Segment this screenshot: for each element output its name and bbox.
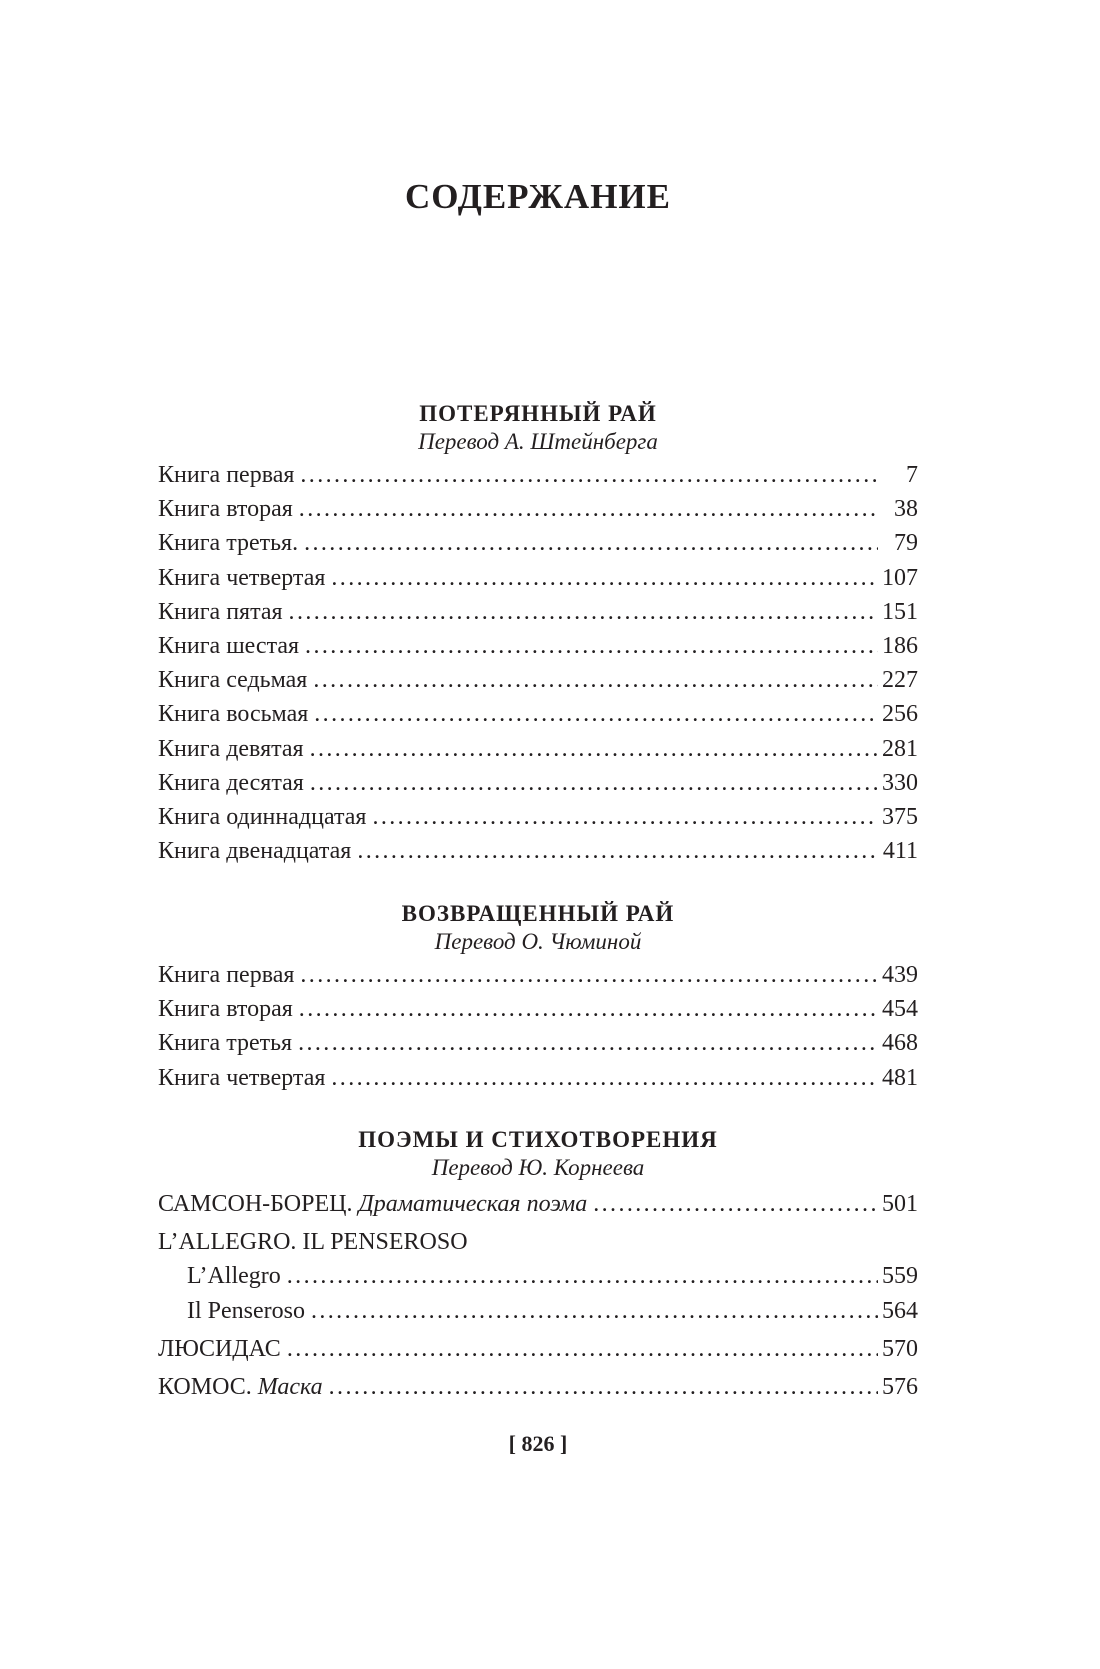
section-title: ПОТЕРЯННЫЙ РАЙ — [419, 401, 657, 426]
section-translator: Перевод Ю. Корнеева — [431, 1155, 645, 1180]
entry-page-number: 501 — [882, 1191, 918, 1217]
entry-page-number: 375 — [882, 803, 918, 830]
toc-section — [158, 1126, 918, 1404]
dot-leader — [310, 732, 878, 766]
folio: [ 826 ] — [508, 1431, 568, 1456]
section-translator: Перевод А. Штейнберга — [418, 429, 658, 454]
entry-label: Книга десятая — [158, 769, 304, 796]
entry-list — [158, 1187, 918, 1404]
toc-entry-group — [158, 1225, 918, 1328]
dot-leader — [287, 1259, 878, 1293]
toc-entry — [158, 458, 918, 492]
entry-list — [158, 958, 918, 1095]
dot-leader — [593, 1187, 878, 1221]
group-label: L’ALLEGRO. IL PENSEROSO — [158, 1229, 468, 1256]
entry-label: Книга третья. — [158, 530, 299, 557]
entry-label — [158, 1370, 323, 1404]
toc-section — [158, 400, 918, 868]
toc-subentry — [187, 1259, 918, 1293]
entry-label: Il Penseroso — [187, 1297, 305, 1324]
entry-page-number: 559 — [882, 1263, 918, 1290]
entry-label: Книга седьмая — [158, 667, 308, 694]
section-title: ПОЭМЫ И СТИХОТВОРЕНИЯ — [358, 1127, 718, 1152]
entry-label: Книга двенадцатая — [158, 838, 352, 865]
entry-page-number: 38 — [894, 496, 918, 523]
toc-entry — [158, 526, 918, 560]
entry-page-number: 107 — [882, 564, 918, 591]
dot-leader — [287, 1332, 878, 1366]
entry-list — [158, 458, 918, 868]
toc-entry — [158, 1187, 918, 1221]
entry-page-number: 186 — [882, 632, 918, 659]
entry-page-number: 411 — [882, 838, 918, 865]
entry-label: Книга одиннадцатая — [158, 803, 367, 830]
toc-entry — [158, 663, 918, 697]
dot-leader — [299, 992, 878, 1026]
entry-page-number: 570 — [882, 1335, 918, 1362]
toc-entry — [158, 595, 918, 629]
entry-subtitle: Драматическая поэма — [358, 1191, 588, 1217]
dot-leader — [305, 629, 878, 663]
dot-leader — [357, 834, 878, 868]
entry-label: Книга вторая — [158, 996, 293, 1023]
entry-label — [158, 1187, 587, 1221]
entry-sublist — [158, 1259, 918, 1327]
dot-leader — [298, 1026, 878, 1060]
entry-page-number: 454 — [882, 996, 918, 1023]
toc-entry — [158, 1061, 918, 1095]
toc-entry — [158, 958, 918, 992]
page-title: СОДЕРЖАНИЕ — [404, 177, 671, 216]
entry-label: Книга четвертая — [158, 1064, 326, 1091]
entry-label: Книга восьмая — [158, 701, 309, 728]
dot-leader — [331, 561, 878, 595]
toc-section — [158, 900, 918, 1095]
entry-page-number: 281 — [882, 735, 918, 762]
entry-label: Книга девятая — [158, 735, 304, 762]
entry-page-number: 79 — [894, 530, 918, 557]
toc-entry — [158, 992, 918, 1026]
entry-subtitle: Маска — [257, 1373, 323, 1400]
dot-leader — [313, 663, 878, 697]
entry-page-number: 330 — [882, 769, 918, 796]
entry-label: Книга первая — [158, 962, 295, 988]
dot-leader — [311, 1294, 878, 1328]
toc-entry — [158, 561, 918, 595]
entry-label: ЛЮСИДАС — [158, 1335, 281, 1362]
section-title: ВОЗВРАЩЕННЫЙ РАЙ — [401, 901, 675, 926]
entry-label: L’Allegro — [187, 1263, 281, 1290]
dot-leader — [300, 458, 878, 492]
toc-entry — [158, 834, 918, 868]
entry-title: КОМОС. — [158, 1373, 252, 1400]
entry-label: Книга третья — [158, 1030, 293, 1057]
entry-page-number: 439 — [882, 962, 918, 988]
entry-page-number: 256 — [882, 701, 918, 728]
toc-entry — [158, 629, 918, 663]
entry-page-number: 576 — [882, 1373, 918, 1400]
toc-entry — [158, 732, 918, 766]
dot-leader — [300, 958, 878, 992]
toc-entry — [158, 1370, 918, 1404]
dot-leader — [331, 1061, 878, 1095]
entry-page-number: 468 — [882, 1030, 918, 1057]
entry-title: САМСОН-БОРЕЦ. — [158, 1191, 353, 1217]
entry-label: Книга первая — [158, 462, 295, 488]
toc-entry — [158, 1332, 918, 1366]
dot-leader — [372, 800, 878, 834]
dot-leader — [310, 766, 878, 800]
toc-entry — [158, 766, 918, 800]
entry-label: Книга пятая — [158, 598, 283, 625]
toc-entry — [158, 1026, 918, 1060]
entry-page-number: 151 — [882, 598, 918, 625]
dot-leader — [299, 492, 878, 526]
entry-page-number: 7 — [906, 462, 918, 488]
dot-leader — [314, 697, 878, 731]
section-translator: Перевод О. Чюминой — [434, 929, 642, 954]
toc-entry — [158, 492, 918, 526]
entry-page-number: 481 — [882, 1064, 918, 1091]
toc-entry — [158, 697, 918, 731]
toc-entry — [158, 800, 918, 834]
entry-page-number: 227 — [882, 667, 918, 694]
entry-label: Книга вторая — [158, 496, 293, 523]
toc-subentry — [187, 1294, 918, 1328]
dot-leader — [289, 595, 878, 629]
dot-leader — [304, 526, 878, 560]
entry-label: Книга шестая — [158, 632, 300, 659]
entry-page-number: 564 — [882, 1297, 918, 1324]
dot-leader — [329, 1370, 878, 1404]
entry-label: Книга четвертая — [158, 564, 326, 591]
